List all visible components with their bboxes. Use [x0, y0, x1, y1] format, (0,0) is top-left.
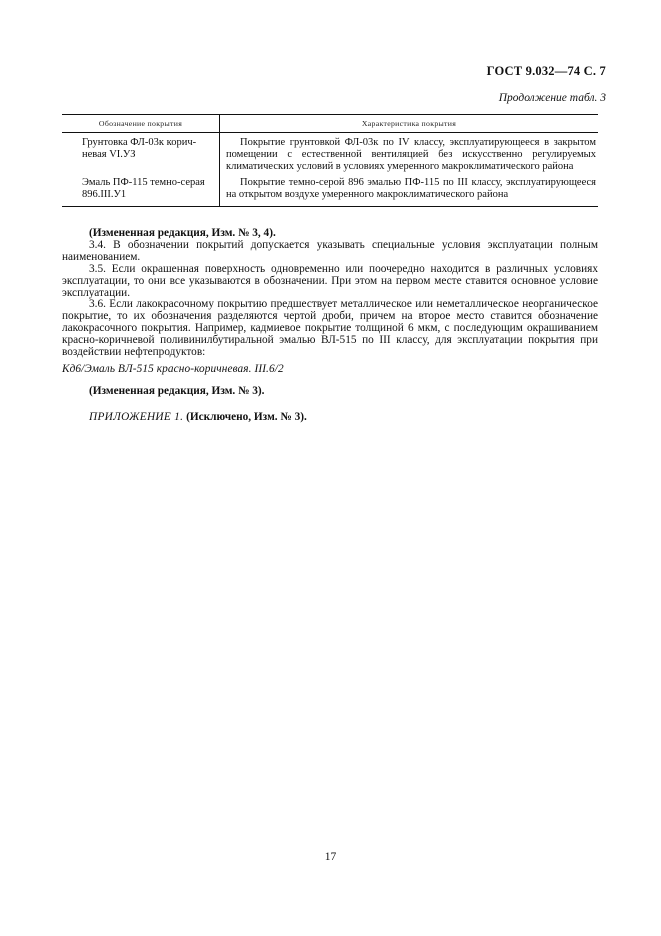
- characteristic-text: Покрытие грунтовкой ФЛ-03к по IV классу, эксплуатирующееся в закрытом помещении с естественной вентиляцией без искусственно регулируемых климатических условий в условиях умеренного макроклиматического района: [226, 137, 596, 172]
- characteristic-cell: [220, 174, 598, 206]
- amendment-note: (Измененная редакция, Изм. № 3).: [89, 384, 265, 397]
- document-body: [62, 228, 598, 424]
- table-row: [62, 133, 598, 174]
- designation-line: Грунтовка ФЛ-03к корич-: [82, 137, 197, 148]
- page-number: 17: [324, 851, 337, 863]
- designation-cell: [62, 174, 220, 206]
- paragraph-3-4: 3.4. В обозначении покрытий допускается указывать специальные условия эксплуатации полным наименованием.: [62, 238, 598, 263]
- amendment-note: (Измененная редакция, Изм. № 3, 4).: [89, 227, 276, 239]
- table-header-row: [62, 115, 598, 133]
- designation-line: невая VI.УЗ: [82, 148, 136, 160]
- characteristic-cell: [220, 133, 598, 174]
- table-continuation-caption: Продолжение табл. 3: [498, 92, 606, 104]
- column-header-designation: Обозначение покрытия: [62, 115, 220, 132]
- column-header-characteristic: Характеристика покрытия: [361, 118, 457, 128]
- paragraph-3-5: 3.5. Если окрашенная поверхность одновременно или поочередно находится в различных условиях эксплуатации, то они все указываются в обозначении. При этом на первом месте ставится основное условие эксплуатации.: [62, 262, 598, 299]
- designation-cell: [62, 133, 220, 174]
- paragraph-3-6: 3.6. Если лакокрасочному покрытию предшествует металлическое или неметаллическое неорганическое покрытие, то их обозначения разделяются чертой дроби, причем на второе место ставится обозначение лакокрасочного покрытия. Например, кадмиевое покрытие толщиной 6 мкм, с последующим окрашиванием красно-коричневой поливинилбутиральной эмалью ВЛ-515 по III классу, для эксплуатации покрытия при воздействии нефтепродуктов:: [62, 298, 598, 359]
- designation-line: Эмаль ПФ-115 темно-серая: [82, 177, 205, 189]
- document-reference: ГОСТ 9.032—74 С. 7: [486, 64, 606, 78]
- appendix-note: (Исключено, Изм. № 3).: [186, 410, 307, 423]
- designation-line: 896.III.У1: [82, 189, 127, 201]
- appendix-line: [62, 412, 598, 424]
- table-row: [62, 174, 598, 206]
- designation-example: Кд6/Эмаль ВЛ-515 красно-коричневая. III.6/2: [62, 362, 284, 375]
- coatings-table: [62, 114, 598, 207]
- characteristic-text: Покрытие темно-серой 896 эмалью ПФ-115 по III классу, эксплуатирующееся на открытом воздухе умеренного макроклиматического района: [226, 177, 596, 201]
- appendix-label: ПРИЛОЖЕНИЕ 1.: [89, 410, 184, 423]
